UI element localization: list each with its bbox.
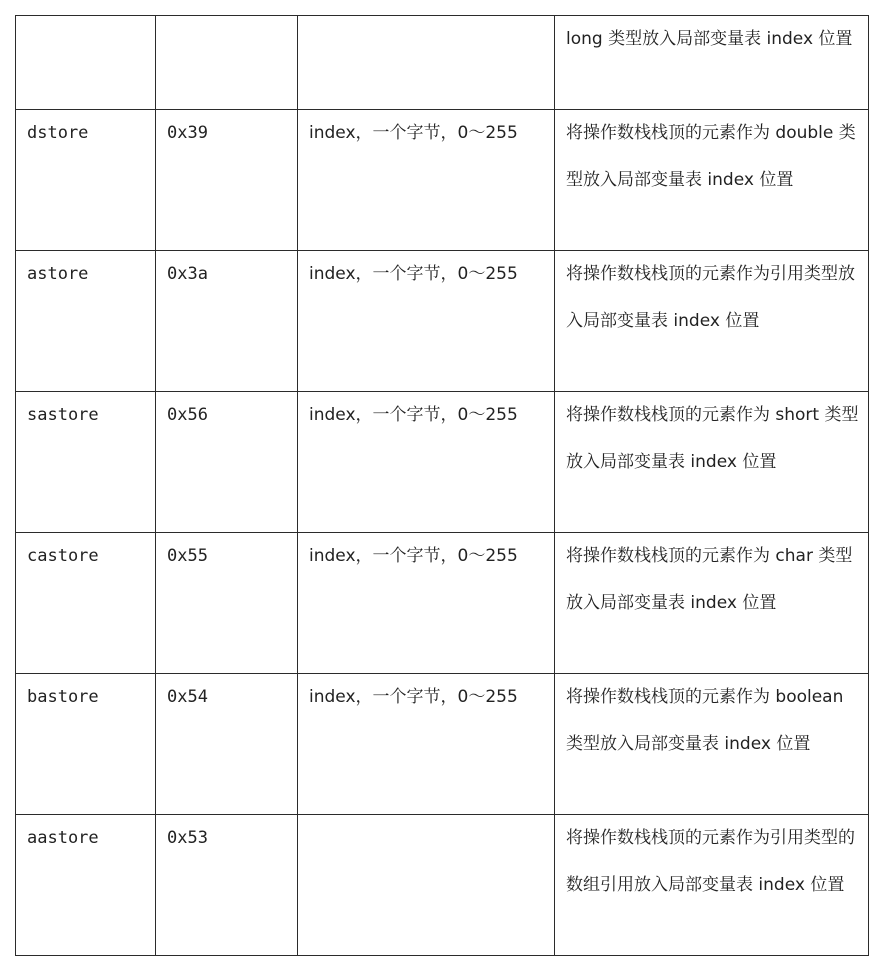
description-cell: 将操作数栈栈顶的元素作为引用类型放入局部变量表 index 位置 [555, 251, 869, 392]
description-cell: long 类型放入局部变量表 index 位置 [555, 16, 869, 110]
operand-cell: index，一个字节，0～255 [298, 251, 555, 392]
table-row [16, 16, 869, 110]
table-row [16, 251, 869, 392]
opcode-cell: 0x3a [156, 251, 298, 392]
table-row [16, 110, 869, 251]
operand-cell [298, 16, 555, 110]
mnemonic-cell: sastore [16, 392, 156, 533]
opcode-cell: 0x53 [156, 815, 298, 956]
operand-cell: index，一个字节，0～255 [298, 392, 555, 533]
mnemonic-cell [16, 16, 156, 110]
description-cell: 将操作数栈栈顶的元素作为 short 类型放入局部变量表 index 位置 [555, 392, 869, 533]
description-cell: 将操作数栈栈顶的元素作为 boolean 类型放入局部变量表 index 位置 [555, 674, 869, 815]
opcode-cell: 0x56 [156, 392, 298, 533]
mnemonic-cell: castore [16, 533, 156, 674]
mnemonic-cell: bastore [16, 674, 156, 815]
mnemonic-cell: aastore [16, 815, 156, 956]
description-cell: 将操作数栈栈顶的元素作为 char 类型放入局部变量表 index 位置 [555, 533, 869, 674]
description-cell: 将操作数栈栈顶的元素作为 double 类型放入局部变量表 index 位置 [555, 110, 869, 251]
operand-cell: index，一个字节，0～255 [298, 674, 555, 815]
operand-cell: index，一个字节，0～255 [298, 110, 555, 251]
table-row [16, 533, 869, 674]
mnemonic-cell: dstore [16, 110, 156, 251]
opcode-cell: 0x55 [156, 533, 298, 674]
operand-cell: index，一个字节，0～255 [298, 533, 555, 674]
opcode-cell: 0x54 [156, 674, 298, 815]
opcode-table [15, 15, 869, 956]
table-row [16, 815, 869, 956]
operand-cell [298, 815, 555, 956]
description-cell: 将操作数栈栈顶的元素作为引用类型的数组引用放入局部变量表 index 位置 [555, 815, 869, 956]
table-row [16, 674, 869, 815]
opcode-cell: 0x39 [156, 110, 298, 251]
mnemonic-cell: astore [16, 251, 156, 392]
table-row [16, 392, 869, 533]
opcode-cell [156, 16, 298, 110]
